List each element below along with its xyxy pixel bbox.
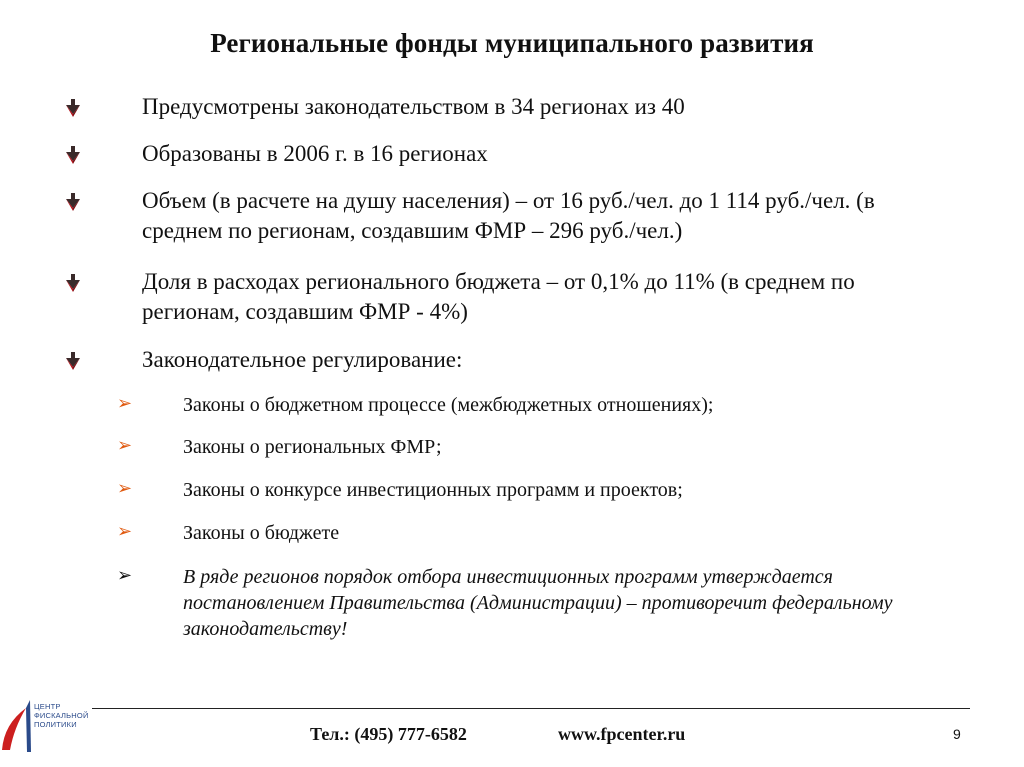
footer-phone: Тел.: (495) 777-6582	[310, 724, 467, 744]
footer-website[interactable]: www.fpcenter.ru	[558, 724, 686, 744]
arrow-down-icon	[62, 191, 84, 213]
sub-item: Законы о конкурсе инвестиционных программ и проектов;	[183, 479, 683, 501]
arrow-down-icon	[62, 272, 84, 294]
logo-text: ЦЕНТР	[34, 702, 61, 711]
logo	[0, 694, 100, 754]
logo-text: ПОЛИТИКИ	[34, 720, 77, 729]
logo-text: ФИСКАЛЬНОЙ	[34, 711, 89, 720]
arrow-down-icon	[62, 144, 84, 166]
arrow-down-icon	[62, 350, 84, 372]
sub-item: Законы о региональных ФМР;	[183, 436, 442, 458]
chevron-right-icon: ➢	[117, 521, 133, 542]
bullet-item: Законодательное регулирование:	[142, 347, 463, 372]
bullet-item: Доля в расходах регионального бюджета – от 0,1% до 11% (в среднем по регионам, создавшим ФМР - 4%)	[142, 269, 855, 324]
sub-item: Законы о бюджетном процессе (межбюджетных отношениях);	[183, 394, 714, 416]
chevron-right-icon: ➢	[117, 565, 133, 586]
chevron-right-icon: ➢	[117, 478, 133, 499]
bullet-item: Образованы в 2006 г. в 16 регионах	[142, 141, 488, 166]
arrow-down-icon	[62, 97, 84, 119]
sub-item: Законы о бюджете	[183, 522, 340, 544]
page-number: 9	[953, 726, 961, 742]
chevron-right-icon: ➢	[117, 435, 133, 456]
chevron-right-icon: ➢	[117, 393, 133, 414]
bullet-item: Объем (в расчете на душу населения) – от 16 руб./чел. до 1 114 руб./чел. (в среднем по регионам, создавшим ФМР – 296 руб./чел.)	[142, 188, 875, 243]
bullet-item: Предусмотрены законодательством в 34 регионах из 40	[142, 94, 685, 119]
footer-divider	[92, 708, 970, 709]
slide-title: Региональные фонды муниципального развития	[210, 28, 814, 58]
note-text: В ряде регионов порядок отбора инвестиционных программ утверждается постановлением Правительства (Администрации) – противоречит федеральному законодательству!	[183, 566, 893, 640]
